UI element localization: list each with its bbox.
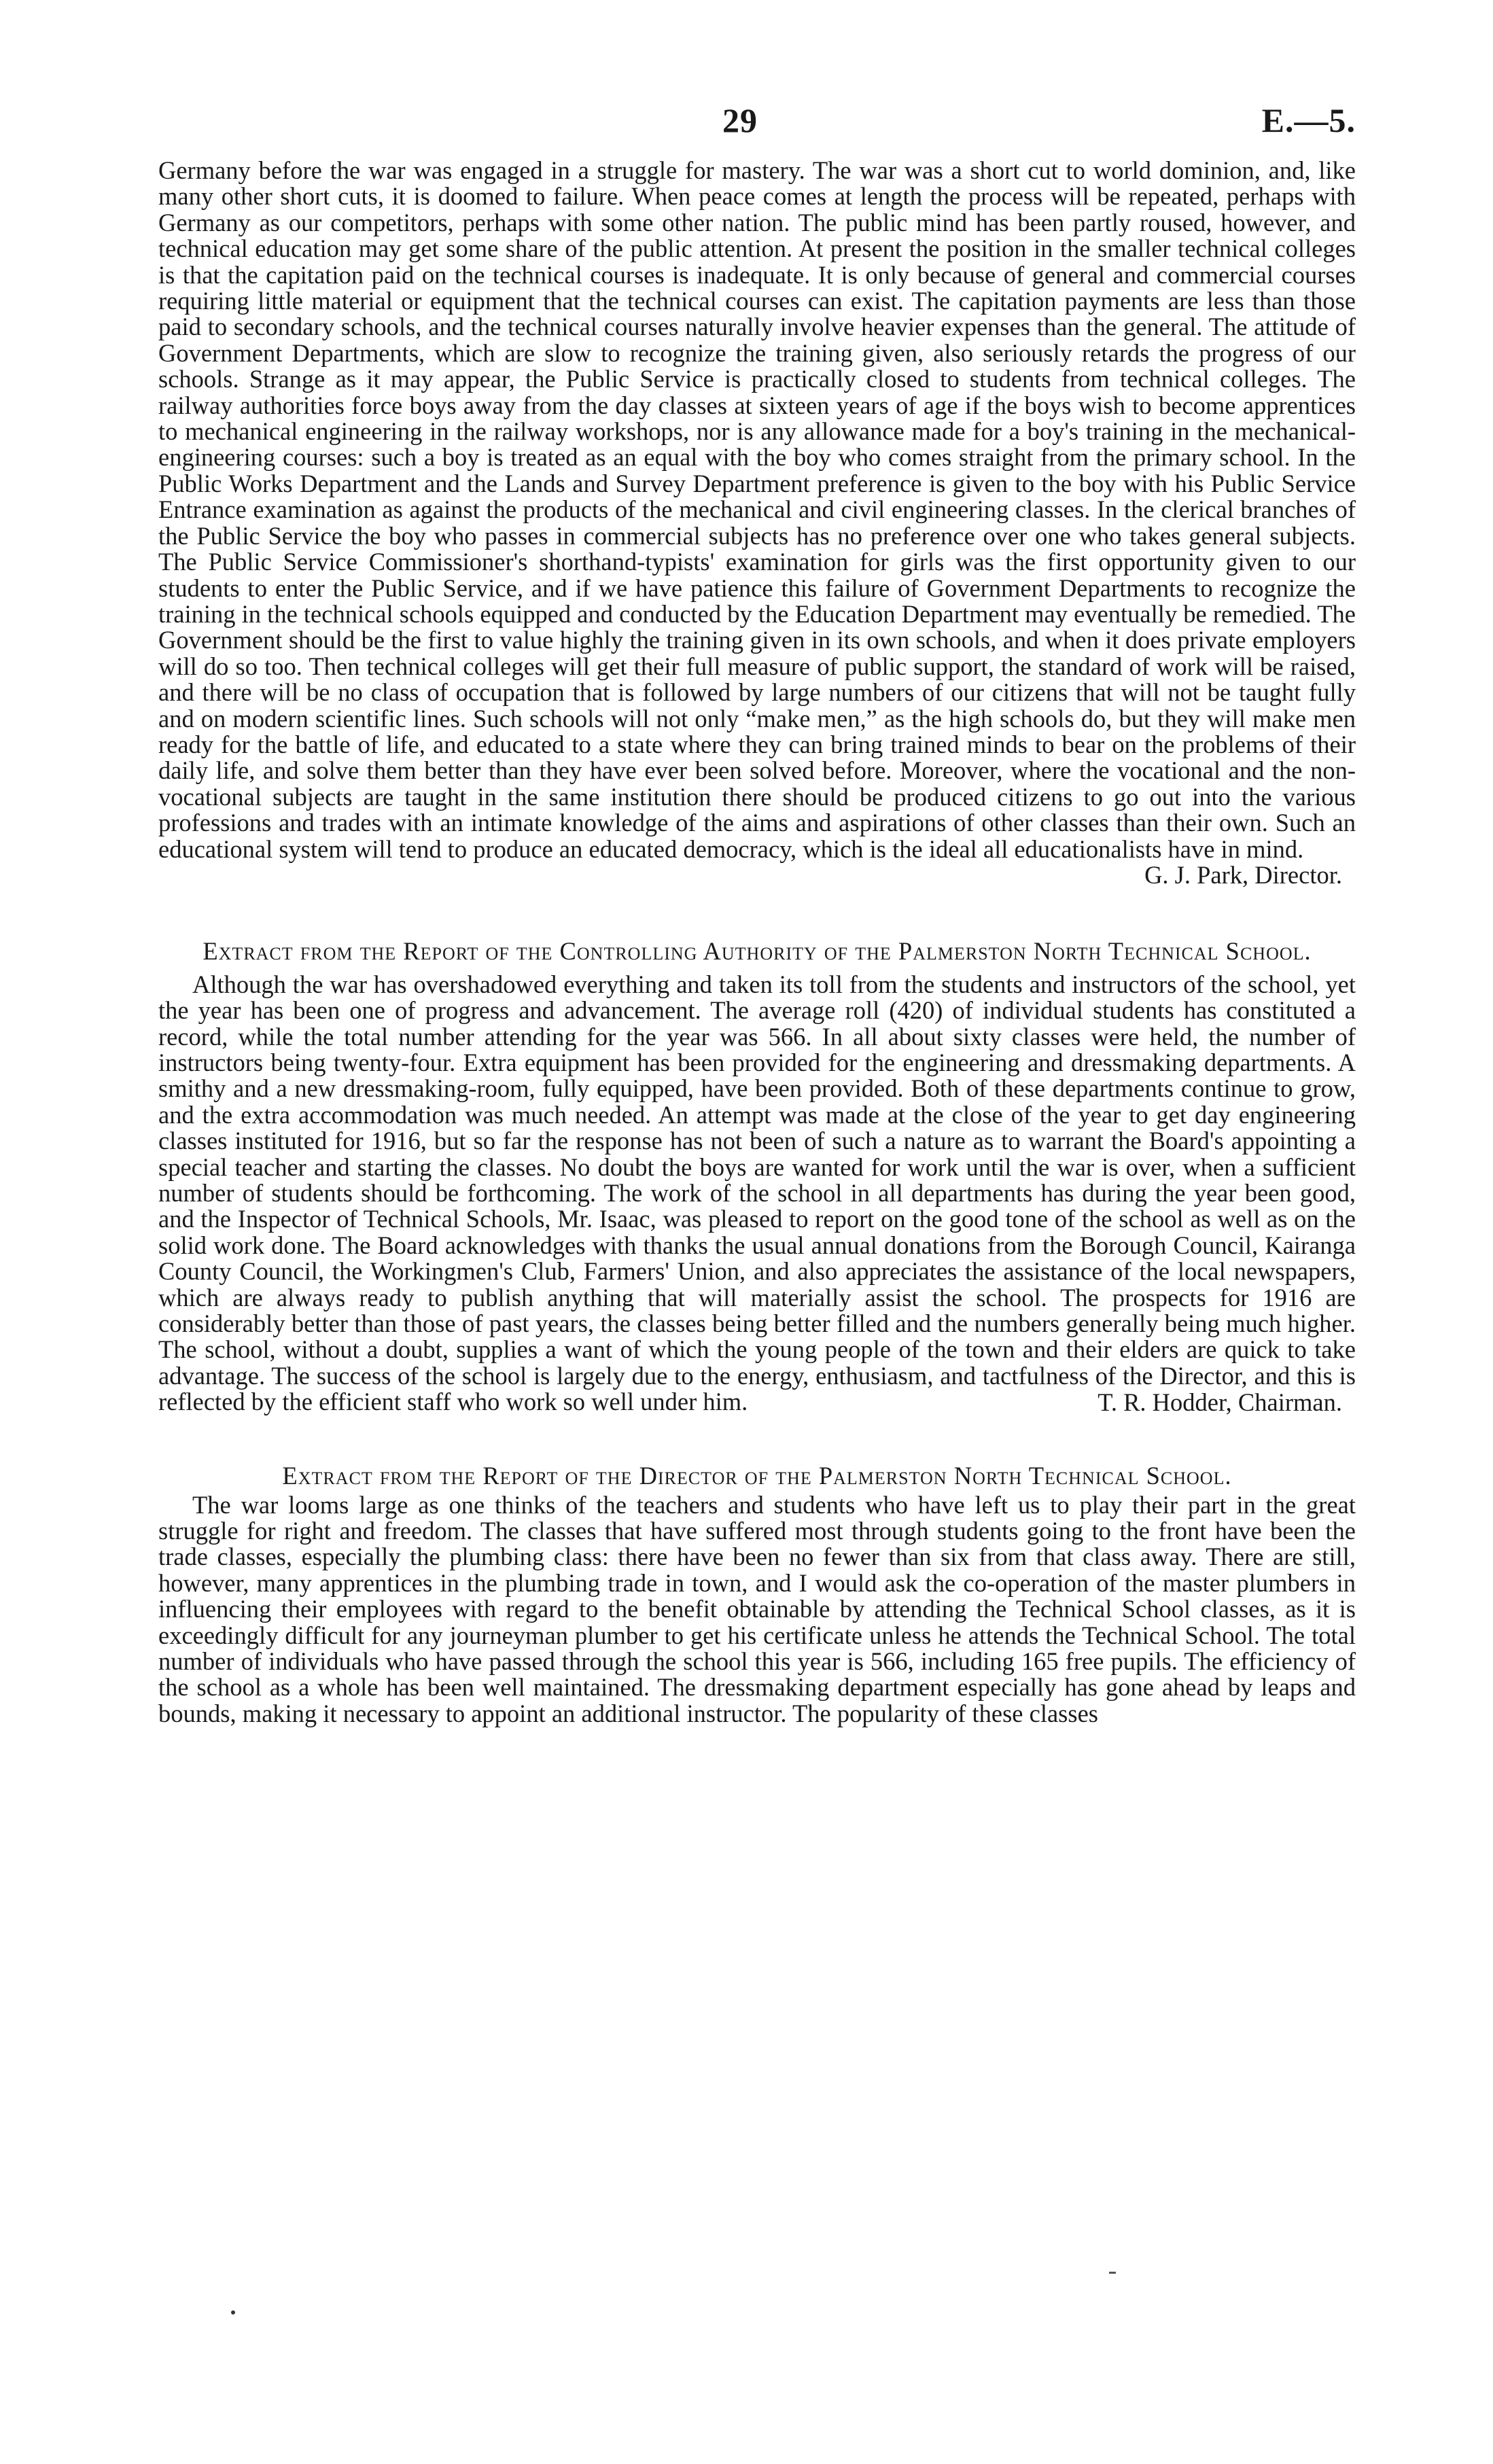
page-header [158, 82, 1356, 143]
section1-heading: Extract from the Report of the Controlling Authority of the Palmerston North Technical School. [203, 937, 1312, 966]
scan-dot [231, 2310, 235, 2315]
section2-heading: Extract from the Report of the Director of the Palmerston North Technical School. [282, 1462, 1232, 1490]
section2-paragraph: The war looms large as one thinks of the teachers and students who have left us to play their part in the great struggle for right and freedom. The classes that have suffered most through students going to the front have been the trade classes, especially the plumbing class: there have been no fewer than six from that class away. There are still, however, many apprentices in the plumbing trade in town, and I would ask the co-operation of the master plumbers in influencing their employees with regard to the benefit obtainable by attending the Technical School classes, as it is exceedingly difficult for any journeyman plumber to get his certificate unless he attends the Technical School. The total number of individuals who have passed through the school this year is 566, including 165 free pupils. The efficiency of the school as a whole has been well maintained. The dressmaking department especially has gone ahead by leaps and bounds, making it necessary to appoint an additional instructor. The popularity of these classes [158, 1490, 1356, 1727]
intro-paragraph: Germany before the war was engaged in a struggle for mastery. The war was a short cut to world dominion, and, like many other short cuts, it is doomed to failure. When peace comes at length the process will be repeated, perhaps with Germany as our competitors, perhaps with some other nation. The public mind has been partly roused, however, and technical education may get some share of the public attention. At present the position in the smaller technical colleges is that the capitation paid on the technical courses is inadequate. It is only because of general and commercial courses requiring little material or equipment that the technical courses can exist. The capitation payments are less than those paid to secondary schools, and the technical courses naturally involve heavier expenses than the general. The attitude of Government Departments, which are slow to recognize the training given, also seriously retards the progress of our schools. Strange as it may appear, the Public Service is practically closed to students from technical colleges. The railway authorities force boys away from the day classes at sixteen years of age if the boys wish to become apprentices to mechanical engineering in the railway workshops, nor is any allowance made for a boy's training in the mechanical-engineering courses: such a boy is treated as an equal with the boy who comes straight from the primary school. In the Public Works Department and the Lands and Survey Department preference is given to the boy with his Public Service Entrance examination as against the products of the mechanical and civil engineering classes. In the clerical branches of the Public Service the boy who passes in commercial subjects has no preference over one who takes general subjects. The Public Service Commissioner's shorthand-typists' examination for girls was the first opportunity given to our students to enter the Public Service, and if we have patience this failure of Government Departments to recognize the training in the technical schools equipped and conducted by the Education Department may eventually be remedied. The Government should be the first to value highly the training given in its own schools, and when it does private employers will do so too. Then technical colleges will get their full measure of public support, the standard of work will be raised, and there will be no class of occupation that is followed by large numbers of our citizens that will not be taught fully and on modern scientific lines. Such schools will not only “make men,” as the high schools do, but they will make men ready for the battle of life, and educated to a state where they can bring trained minds to bear on the problems of their daily life, and solve them better than they have ever been solved before. Moreover, where the vocational and the non-vocational subjects are taught in the same institution there should be produced citizens to go out into the various professions and trades with an intimate knowledge of the aims and aspirations of other classes than their own. Such an educational system will tend to produce an educated democracy, which is the ideal all educationalists have in mind. [158, 156, 1356, 863]
scan-mark [1109, 2272, 1116, 2274]
document-page [158, 82, 1356, 1727]
page-number: 29 [722, 101, 758, 139]
section1-signature: T. R. Hodder, Chairman. [1097, 1388, 1342, 1416]
document-reference: E.—5. [1261, 101, 1356, 139]
section1-paragraph: Although the war has overshadowed everything and taken its toll from the students and instructors of the school, yet the year has been one of progress and advancement. The average roll (420) of individual students has constituted a record, while the total number attending for the year was 566. In all about sixty classes were held, the number of instructors being twenty-four. Extra equipment has been provided for the engineering and dressmaking departments. A smithy and a new dressmaking-room, fully equipped, have been provided. Both of these departments continue to grow, and the extra accommodation was much needed. An attempt was made at the close of the year to get day engineering classes instituted for 1916, but so far the response has not been of such a nature as to warrant the Board's appointing a special teacher and starting the classes. No doubt the boys are wanted for work until the war is over, when a sufficient number of students should be forthcoming. The work of the school in all departments has during the year been good, and the Inspector of Technical Schools, Mr. Isaac, was pleased to report on the good tone of the school as well as on the solid work done. The Board acknowledges with thanks the usual annual donations from the Borough Council, Kairanga County Council, the Workingmen's Club, Farmers' Union, and also appreciates the assistance of the local newspapers, which are always ready to publish anything that will materially assist the school. The prospects for 1916 are considerably better than those of past years, the classes being better filled and the numbers generally being much higher. The school, without a doubt, supplies a want of which the young people of the town and their elders are quick to take advantage. The success of the school is largely due to the energy, enthusiasm, and tactfulness of the Director, and this is reflected by the efficient staff who work so well under him. [158, 970, 1356, 1416]
intro-signature: G. J. Park, Director. [1144, 860, 1342, 889]
